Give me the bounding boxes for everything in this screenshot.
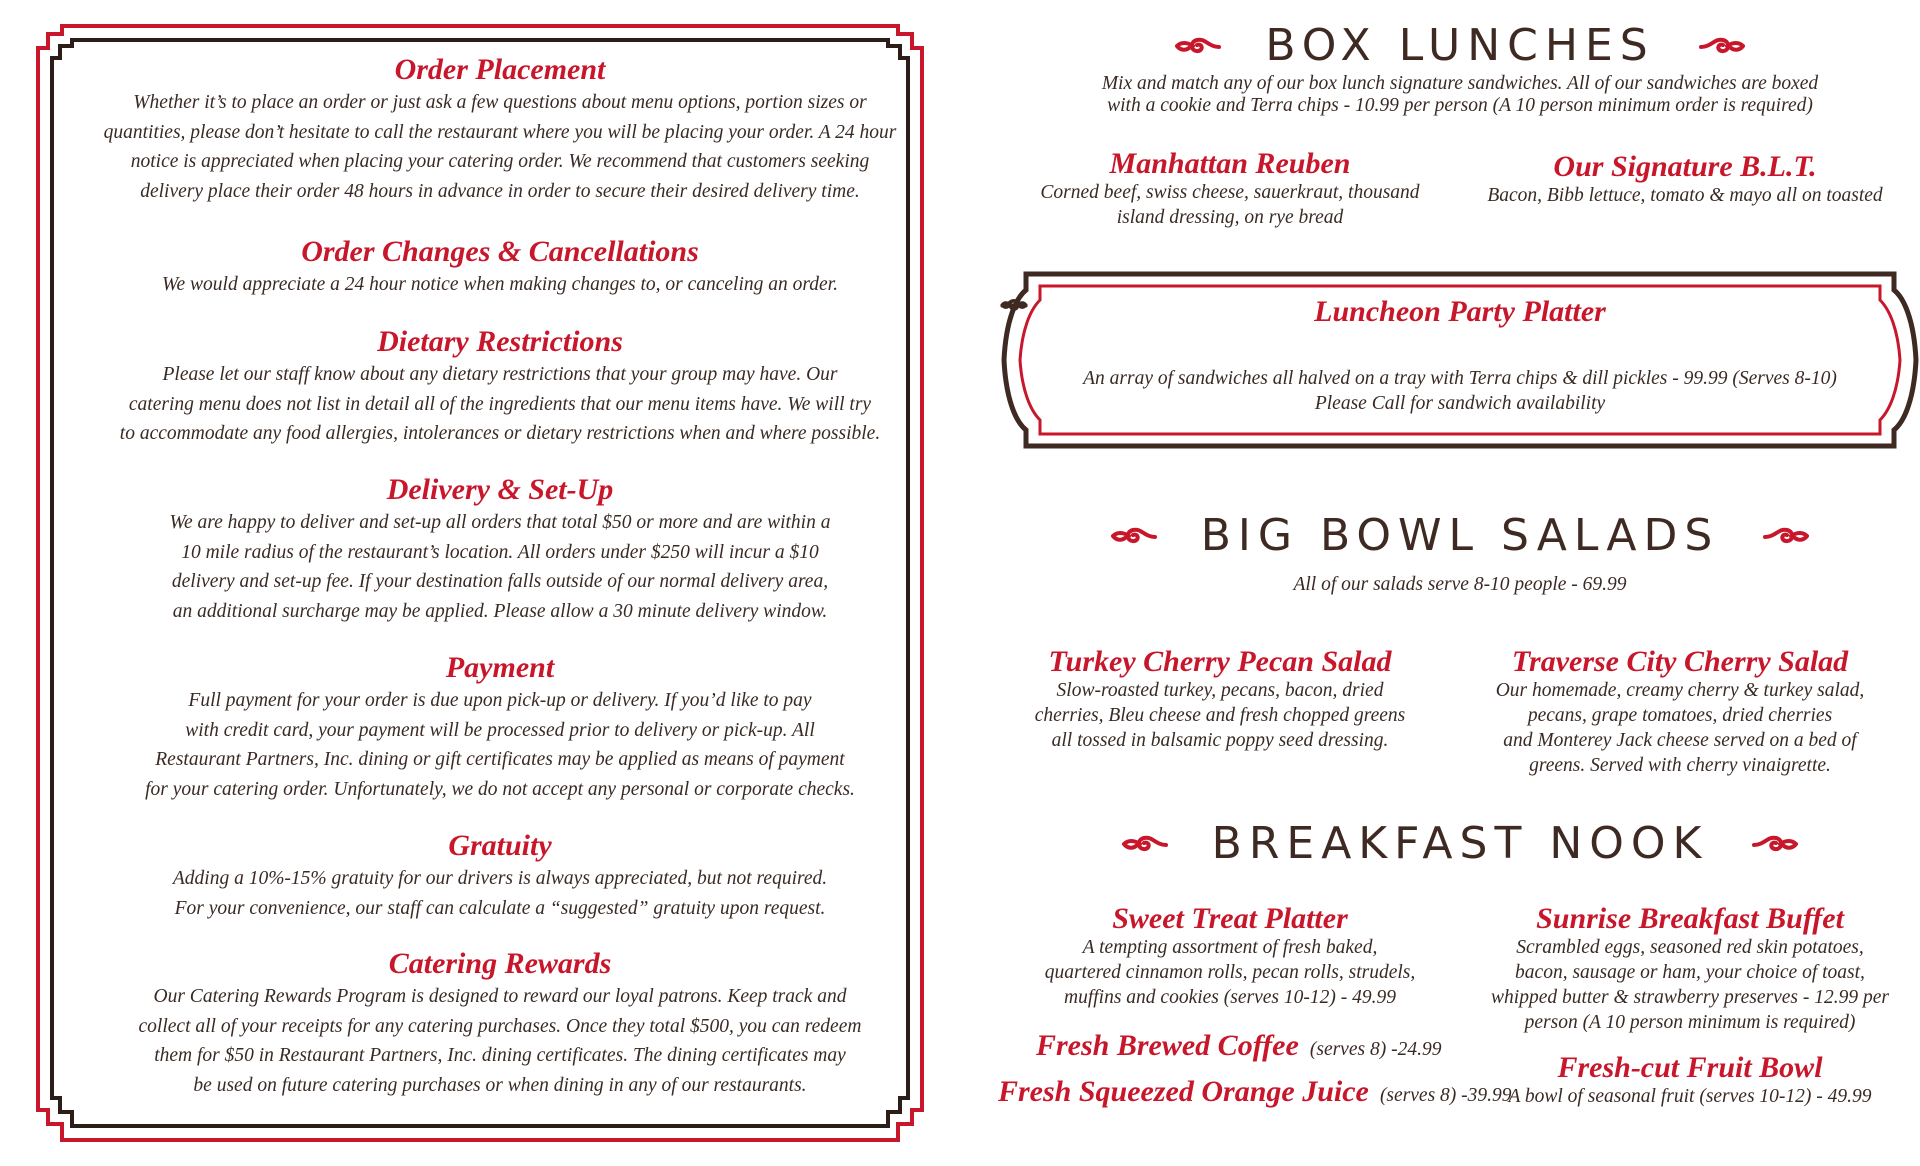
policy-line: catering menu does not list in detail all of the ingredients that our menu items have. We will try — [128, 393, 872, 415]
policy-list — [70, 52, 930, 1100]
item-name: Fresh Brewed Coffee — [1036, 1029, 1299, 1062]
item-desc: Please Call for sandwich availability — [1314, 393, 1606, 414]
section-title: BIG BOWL SALADS — [1200, 510, 1720, 561]
policy-title: Order Placement — [394, 53, 606, 86]
policy-line: We would appreciate a 24 hour notice when making changes to, or canceling an order. — [162, 274, 838, 295]
menu-item-turkey-cherry-pecan-salad — [1000, 646, 1440, 753]
item-desc: person (A 10 person minimum is required) — [1524, 1012, 1856, 1033]
menu-item-signature-blt — [1460, 151, 1910, 208]
menu-item-sunrise-breakfast-buffet — [1470, 903, 1910, 1035]
policy-line: them for $50 in Restaurant Partners, Inc. dining certificates. The dining certificates may — [154, 1045, 846, 1066]
box-lunches-intro-line: with a cookie and Terra chips - 10.99 per person (A 10 person minimum order is required) — [1107, 95, 1813, 116]
item-desc: and Monterey Jack cheese served on a bed of — [1503, 730, 1857, 751]
item-desc: bacon, sausage or ham, your choice of toast, — [1515, 962, 1865, 983]
policy-title: Gratuity — [448, 829, 552, 862]
policy-line: delivery place their order 48 hours in advance in order to secure their desired delivery time. — [140, 180, 860, 202]
swirl-left-icon — [1264, 303, 1292, 321]
item-desc: cherries, Bleu cheese and fresh chopped greens — [1034, 705, 1406, 726]
item-desc: island dressing, on rye bread — [1116, 207, 1344, 228]
item-name: Turkey Cherry Pecan Salad — [1048, 645, 1392, 678]
item-name: Our Signature B.L.T. — [1553, 150, 1817, 183]
policy-line: collect all of your receipts for any catering purchases. Once they total $500, you can redeem — [138, 1015, 862, 1037]
swirl-left-icon — [1111, 524, 1157, 548]
item-desc: pecans, grape tomatoes, dried cherries — [1527, 705, 1833, 726]
policy-line: quantities, please don’t hesitate to call the restaurant where you will be placing your order. A 24 hour — [103, 121, 897, 143]
section-title: BREAKFAST NOOK — [1211, 818, 1709, 869]
box-lunches-header — [1000, 20, 1920, 71]
item-name: Fresh Squeezed Orange Juice — [998, 1075, 1369, 1108]
policy-title: Order Changes & Cancellations — [301, 235, 699, 268]
policy-dietary — [70, 324, 930, 472]
item-desc: An array of sandwiches all halved on a tray with Terra chips & dill pickles - 99.99 (Serves 8-10) — [1083, 368, 1837, 389]
policy-title: Catering Rewards — [388, 947, 612, 980]
policy-line: to accommodate any food allergies, intolerances or dietary restrictions when and where possible. — [119, 423, 881, 444]
box-lunches-intro-line: Mix and match any of our box lunch signature sandwiches. All of our sandwiches are boxed — [1101, 73, 1819, 94]
policy-order-placement — [70, 52, 930, 234]
policy-line: For your convenience, our staff can calculate a “suggested” gratuity upon request. — [174, 897, 826, 919]
item-desc: Scrambled eggs, seasoned red skin potatoes, — [1516, 937, 1864, 958]
menu-item-fresh-squeezed-orange-juice — [998, 1076, 1512, 1108]
breakfast-header — [1000, 818, 1920, 869]
policy-rewards — [70, 946, 930, 1100]
platter-title-row — [1000, 296, 1920, 328]
policy-line: 10 mile radius of the restaurant’s location. All orders under $250 will incur a $10 — [181, 541, 819, 563]
item-desc: Corned beef, swiss cheese, sauerkraut, thousand — [1040, 182, 1420, 203]
section-title: BOX LUNCHES — [1265, 20, 1655, 71]
policy-line: with credit card, your payment will be processed prior to delivery or pick-up. All — [185, 719, 815, 741]
item-detail: (serves 8) -24.99 — [1309, 1039, 1442, 1060]
policy-delivery — [70, 472, 930, 650]
platter-box — [1000, 270, 1920, 450]
policy-line: Restaurant Partners, Inc. dining or gift certificates may be applied as means of payment — [155, 749, 845, 770]
policy-line: Full payment for your order is due upon pick-up or delivery. If you’d like to pay — [188, 690, 812, 711]
item-desc: A tempting assortment of fresh baked, — [1082, 937, 1378, 958]
policy-title: Payment — [445, 651, 555, 684]
item-desc: all tossed in balsamic poppy seed dressing. — [1051, 730, 1389, 751]
item-name: Luncheon Party Platter — [1314, 295, 1606, 328]
item-name: Sunrise Breakfast Buffet — [1536, 902, 1844, 935]
policy-line: We are happy to deliver and set-up all orders that total $50 or more and are within a — [169, 512, 831, 533]
menu-item-fresh-brewed-coffee — [1036, 1030, 1441, 1062]
policy-line: notice is appreciated when placing your catering order. We recommend that customers seeking — [130, 151, 870, 172]
item-name: Sweet Treat Platter — [1112, 902, 1348, 935]
item-name: Fresh-cut Fruit Bowl — [1557, 1051, 1823, 1084]
item-detail: (serves 8) -39.99 — [1379, 1085, 1512, 1106]
menu-item-manhattan-reuben — [1010, 148, 1450, 230]
swirl-left-icon — [1122, 832, 1168, 856]
policy-gratuity — [70, 828, 930, 946]
policy-order-changes — [70, 234, 930, 324]
policy-payment — [70, 650, 930, 828]
item-desc: Slow-roasted turkey, pecans, bacon, dried — [1056, 680, 1384, 701]
menu-item-traverse-city-cherry-salad — [1460, 646, 1900, 778]
platter-description — [1000, 366, 1920, 416]
item-name: Manhattan Reuben — [1109, 147, 1351, 180]
item-desc: greens. Served with cherry vinaigrette. — [1529, 755, 1831, 776]
salads-intro: All of our salads serve 8-10 people - 69.99 — [1293, 574, 1627, 595]
policy-line: for your catering order. Unfortunately, we do not accept any personal or corporate checks. — [145, 778, 855, 800]
policy-title: Delivery & Set-Up — [386, 473, 614, 506]
item-desc: muffins and cookies (serves 10-12) - 49.99 — [1064, 987, 1396, 1008]
swirl-left-icon — [1175, 34, 1221, 58]
item-desc: Bacon, Bibb lettuce, tomato & mayo all on toasted — [1487, 185, 1883, 206]
swirl-right-icon — [1763, 524, 1809, 548]
policy-line: Adding a 10%-15% gratuity for our drivers is always appreciated, but not required. — [172, 868, 828, 889]
item-desc: whipped butter & strawberry preserves - 12.99 per — [1491, 987, 1889, 1008]
swirl-right-icon — [1628, 303, 1656, 321]
policy-line: be used on future catering purchases or when dining in any of our restaurants. — [193, 1074, 807, 1096]
policy-line: Whether it’s to place an order or just ask a few questions about menu options, portion sizes or — [133, 92, 867, 113]
item-desc: Our homemade, creamy cherry & turkey salad, — [1495, 680, 1865, 701]
menu-item-fresh-cut-fruit-bowl — [1480, 1052, 1900, 1109]
policy-line: delivery and set-up fee. If your destination falls outside of our normal delivery area, — [171, 571, 829, 592]
policy-title: Dietary Restrictions — [377, 325, 623, 358]
item-desc: quartered cinnamon rolls, pecan rolls, strudels, — [1044, 962, 1416, 983]
item-name: Traverse City Cherry Salad — [1511, 645, 1849, 678]
policy-line: Our Catering Rewards Program is designed to reward our loyal patrons. Keep track and — [153, 986, 847, 1007]
swirl-right-icon — [1752, 832, 1798, 856]
policy-line: an additional surcharge may be applied. Please allow a 30 minute delivery window. — [172, 600, 828, 622]
salads-header — [1000, 510, 1920, 561]
policy-line: Please let our staff know about any dietary restrictions that your group may have. Our — [162, 364, 838, 385]
swirl-right-icon — [1699, 34, 1745, 58]
menu-item-sweet-treat-platter — [1010, 903, 1450, 1010]
item-desc: A bowl of seasonal fruit (serves 10-12) - 49.99 — [1508, 1086, 1872, 1107]
